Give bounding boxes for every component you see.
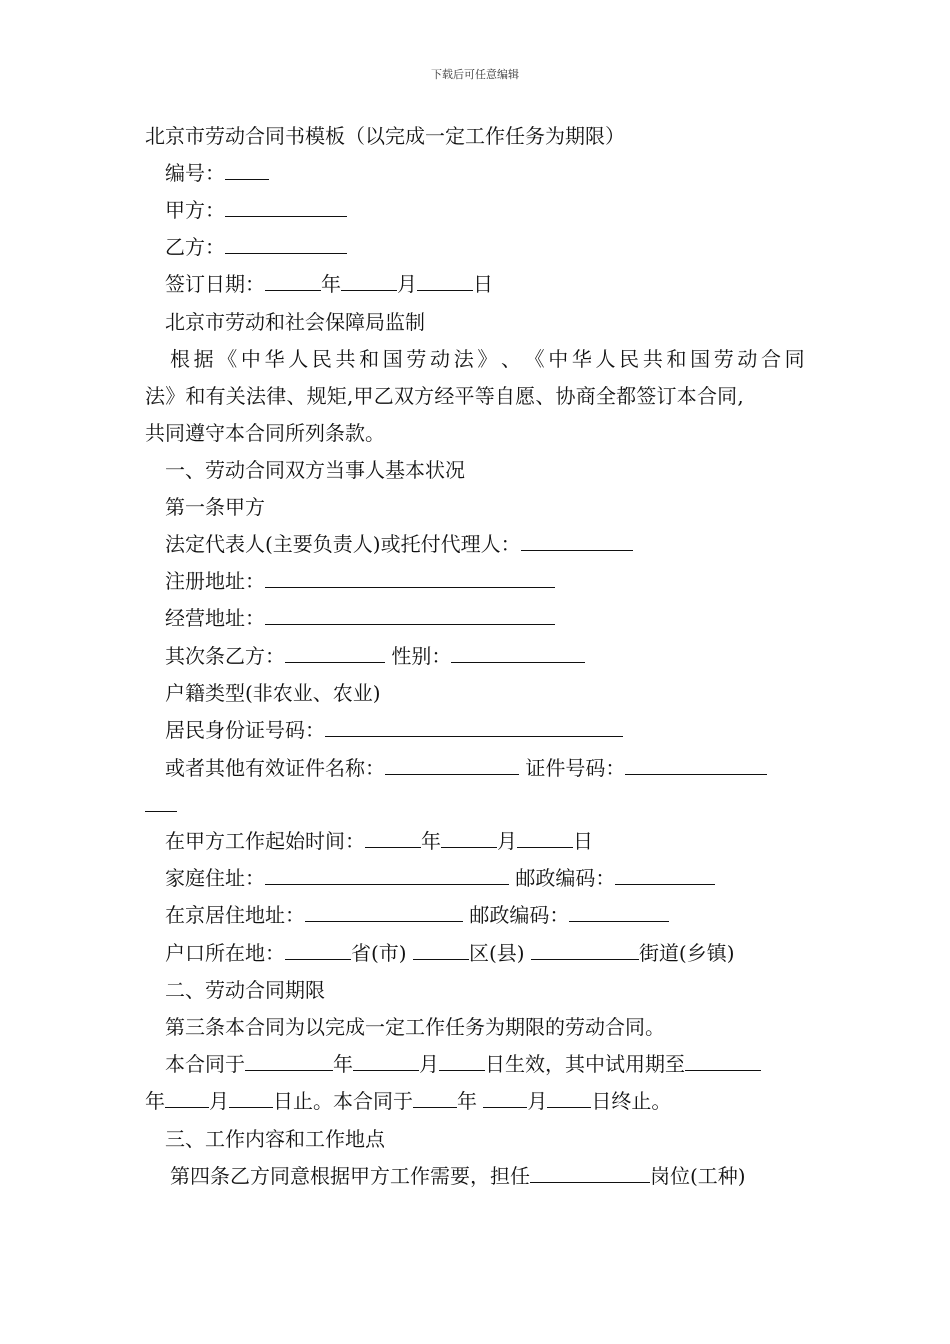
sign-year-blank — [265, 271, 321, 291]
article-1: 第一条甲方 — [165, 495, 265, 519]
biz-addr-blank — [265, 605, 555, 625]
month-text: 月 — [397, 272, 417, 296]
home-addr-line — [165, 865, 715, 891]
probation-year-blank — [685, 1051, 761, 1071]
party-b-label: 乙方： — [165, 235, 225, 259]
hukou-line — [165, 940, 735, 966]
postal-label: 邮政编码： — [469, 903, 570, 927]
biz-addr-label: 经营地址： — [165, 606, 265, 630]
month-text: 月 — [209, 1089, 229, 1113]
sign-day-blank — [417, 271, 473, 291]
start-time-label: 在甲方工作起始时间： — [165, 829, 365, 853]
article-2-label: 其次条乙方： — [165, 644, 285, 668]
position-blank — [530, 1163, 650, 1183]
year-text: 年 — [421, 829, 441, 853]
month-text: 月 — [497, 829, 517, 853]
number-label: 编号： — [165, 161, 225, 185]
household-type: 户籍类型(非农业、农业) — [165, 681, 381, 705]
cert-number-blank — [625, 755, 767, 775]
probation-line — [145, 1088, 671, 1114]
article-2-line — [165, 643, 585, 669]
hukou-label: 户口所在地： — [165, 941, 285, 965]
gender-blank — [451, 643, 585, 663]
effective-text: 日生效，其中试用期至 — [485, 1052, 685, 1076]
day-text: 日 — [573, 829, 593, 853]
preamble-line-2: 法》和有关法律、规矩,甲乙双方经平等自愿、协商全都签订本合同, — [145, 384, 744, 408]
other-cert-blank — [385, 755, 519, 775]
reg-addr-blank — [265, 568, 555, 588]
end-year-blank — [413, 1088, 457, 1108]
cert-number-blank-cont — [145, 792, 177, 812]
number-blank — [225, 160, 269, 180]
street-blank — [531, 940, 639, 960]
home-postal-blank — [615, 865, 715, 885]
effective-prefix: 本合同于 — [165, 1052, 245, 1076]
home-addr-label: 家庭住址： — [165, 866, 265, 890]
party-b-blank — [225, 234, 347, 254]
section-2-heading: 二、劳动合同期限 — [165, 978, 325, 1002]
district-blank — [413, 940, 469, 960]
bj-addr-line — [165, 902, 669, 928]
number-line — [165, 160, 269, 186]
year-text: 年 — [321, 272, 341, 296]
cert-number-continuation — [145, 792, 177, 818]
district-text: 区(县) — [468, 941, 525, 965]
id-number-line — [165, 717, 623, 743]
party-b-line — [165, 234, 347, 260]
id-number-blank — [325, 717, 623, 737]
id-number-label: 居民身份证号码： — [165, 718, 325, 742]
eff-day-blank — [439, 1051, 485, 1071]
end-text: 日终止。 — [591, 1089, 672, 1113]
document-title: 北京市劳动合同书模板（以完成一定工作任务为期限） — [145, 124, 625, 148]
preamble-line-3: 共同遵守本合同所列条款。 — [145, 421, 385, 445]
party-a-blank — [225, 197, 347, 217]
section-1-heading: 一、劳动合同双方当事人基本状况 — [165, 458, 465, 482]
page-header: 下载后可任意编辑 — [431, 68, 519, 81]
reg-addr-line — [165, 568, 555, 594]
street-text: 街道(乡镇) — [638, 941, 735, 965]
supervisor-line: 北京市劳动和社会保障局监制 — [165, 310, 425, 334]
postal-label: 邮政编码： — [515, 866, 616, 890]
start-month-blank — [441, 828, 497, 848]
reg-addr-label: 注册地址： — [165, 569, 265, 593]
year-text: 年 — [457, 1089, 477, 1113]
day-text: 日 — [473, 272, 493, 296]
year-text: 年 — [333, 1052, 353, 1076]
eff-month-blank — [353, 1051, 419, 1071]
legal-rep-line — [165, 531, 633, 557]
month-text: 月 — [527, 1089, 548, 1113]
until-text: 日止。本合同于 — [273, 1089, 413, 1113]
gender-label: 性别： — [391, 644, 452, 668]
article-4-prefix: 第四条乙方同意根据甲方工作需要，担任 — [170, 1164, 530, 1188]
legal-rep-label: 法定代表人(主要负责人)或托付代理人： — [165, 532, 521, 556]
other-cert-label: 或者其他有效证件名称： — [165, 756, 385, 780]
bj-postal-blank — [569, 902, 669, 922]
article-3: 第三条本合同为以完成一定工作任务为期限的劳动合同。 — [165, 1015, 665, 1039]
home-addr-blank — [265, 865, 509, 885]
biz-addr-line — [165, 605, 555, 631]
probation-month-blank — [165, 1088, 209, 1108]
province-text: 省(市) — [351, 941, 407, 965]
start-day-blank — [517, 828, 573, 848]
sign-month-blank — [341, 271, 397, 291]
province-blank — [285, 940, 351, 960]
start-year-blank — [365, 828, 421, 848]
end-month-blank — [483, 1088, 527, 1108]
legal-rep-blank — [521, 531, 633, 551]
article-4-suffix: 岗位(工种) — [650, 1164, 746, 1188]
party-a-label: 甲方： — [165, 198, 225, 222]
end-day-blank — [547, 1088, 591, 1108]
eff-year-blank — [245, 1051, 333, 1071]
sign-date-line — [165, 271, 493, 297]
preamble-line-1: 根 据 《 中 华 人 民 共 和 国 劳 动 法 》 、 《 中 华 人 民 共 和 国 劳 动 合 同 — [170, 347, 805, 371]
year-text: 年 — [145, 1089, 165, 1113]
probation-day-blank — [229, 1088, 273, 1108]
effective-line — [165, 1051, 761, 1077]
sign-date-label: 签订日期： — [165, 272, 265, 296]
party-a-line — [165, 197, 347, 223]
party-b-name-blank — [285, 643, 385, 663]
bj-addr-label: 在京居住地址： — [165, 903, 305, 927]
other-cert-line — [165, 755, 767, 781]
bj-addr-blank — [305, 902, 463, 922]
month-text: 月 — [419, 1052, 439, 1076]
article-4-line — [170, 1163, 746, 1189]
section-3-heading: 三、工作内容和工作地点 — [165, 1127, 385, 1151]
start-time-line — [165, 828, 593, 854]
cert-number-label: 证件号码： — [525, 756, 626, 780]
